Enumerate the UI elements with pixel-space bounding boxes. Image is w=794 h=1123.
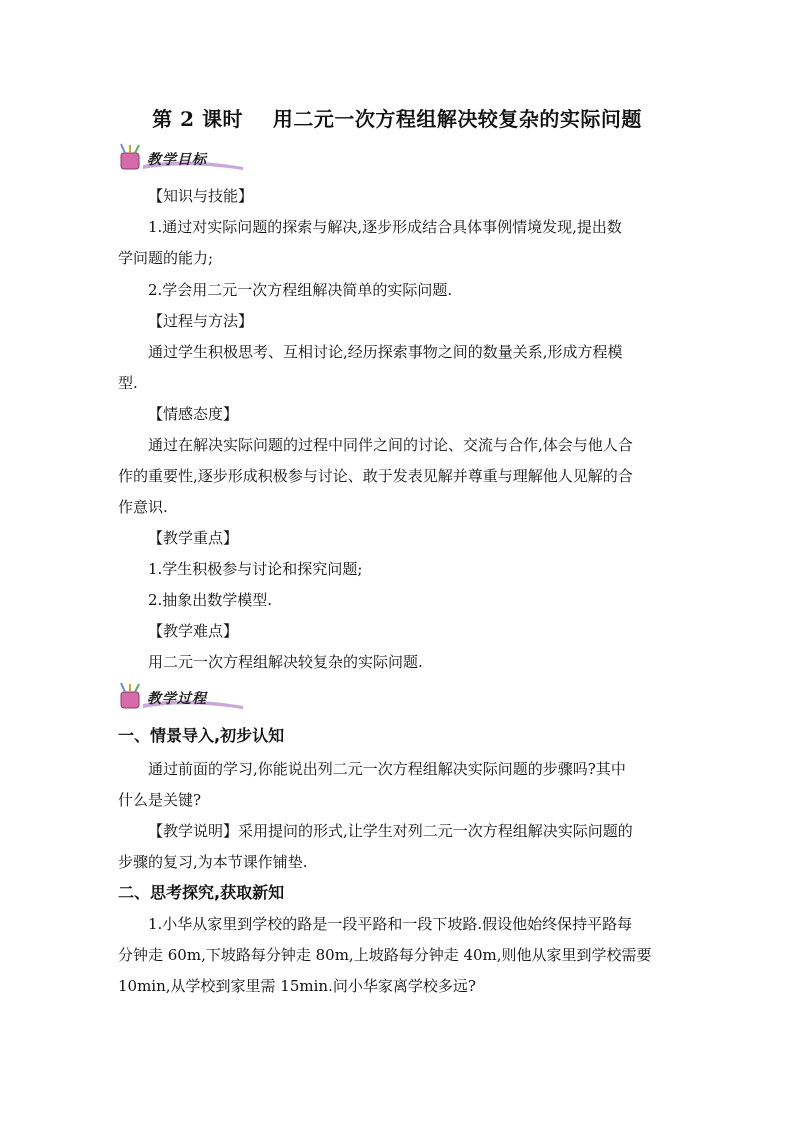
problem1-line2: 分钟走 60m,下坡路每分钟走 80m,上坡路每分钟走 40m,则他从家里到学校需要 <box>118 946 652 964</box>
attitude-line2: 作的重要性,逐步形成积极参与讨论、敢于发表见解并尊重与理解他人见解的合 <box>118 467 633 485</box>
section2-heading: 二、思考探究,获取新知 <box>118 883 285 902</box>
attitude-line1: 通过在解决实际问题的过程中同伴之间的讨论、交流与合作,体会与他人合 <box>148 436 633 454</box>
problem1-line3: 10min,从学校到家里需 15min.问小华家离学校多远? <box>118 977 476 995</box>
knowledge-2: 2.学会用二元一次方程组解决简单的实际问题. <box>148 281 453 299</box>
key-2: 2.抽象出数学模型. <box>148 591 273 609</box>
process-heading: 【过程与方法】 <box>148 312 254 330</box>
difficulty-heading: 【教学难点】 <box>148 622 239 640</box>
note-line1: 【教学说明】采用提问的形式,让学生对列二元一次方程组解决实际问题的 <box>148 822 633 840</box>
knowledge-1-line2: 学问题的能力; <box>118 249 214 267</box>
note-line2: 步骤的复习,为本节课作铺垫. <box>118 853 308 871</box>
objectives-banner <box>115 143 245 173</box>
section1-line2: 什么是关键? <box>118 791 202 809</box>
key-heading: 【教学重点】 <box>148 529 239 547</box>
key-1: 1.学生积极参与讨论和探究问题; <box>148 560 363 578</box>
process-banner <box>115 682 245 712</box>
process-line2: 型. <box>118 374 138 392</box>
attitude-line3: 作意识. <box>118 498 168 516</box>
page-title: 第 2 课时 用二元一次方程组解决较复杂的实际问题 <box>152 107 642 131</box>
process-line1: 通过学生积极思考、互相讨论,经历探索事物之间的数量关系,形成方程模 <box>148 343 623 361</box>
attitude-heading: 【情感态度】 <box>148 405 239 423</box>
section1-heading: 一、情景导入,初步认知 <box>118 726 285 745</box>
knowledge-1-line1: 1.通过对实际问题的探索与解决,逐步形成结合具体事例情境发现,提出数 <box>148 218 622 236</box>
section1-line1: 通过前面的学习,你能说出列二元一次方程组解决实际问题的步骤吗?其中 <box>148 760 626 778</box>
objectives-banner-label: 教学目标 <box>147 152 207 168</box>
knowledge-heading: 【知识与技能】 <box>148 187 254 205</box>
difficulty-line: 用二元一次方程组解决较复杂的实际问题. <box>148 653 423 671</box>
process-banner-label: 教学过程 <box>147 691 207 707</box>
problem1-line1: 1.小华从家里到学校的路是一段平路和一段下坡路.假设他始终保持平路每 <box>148 915 633 933</box>
